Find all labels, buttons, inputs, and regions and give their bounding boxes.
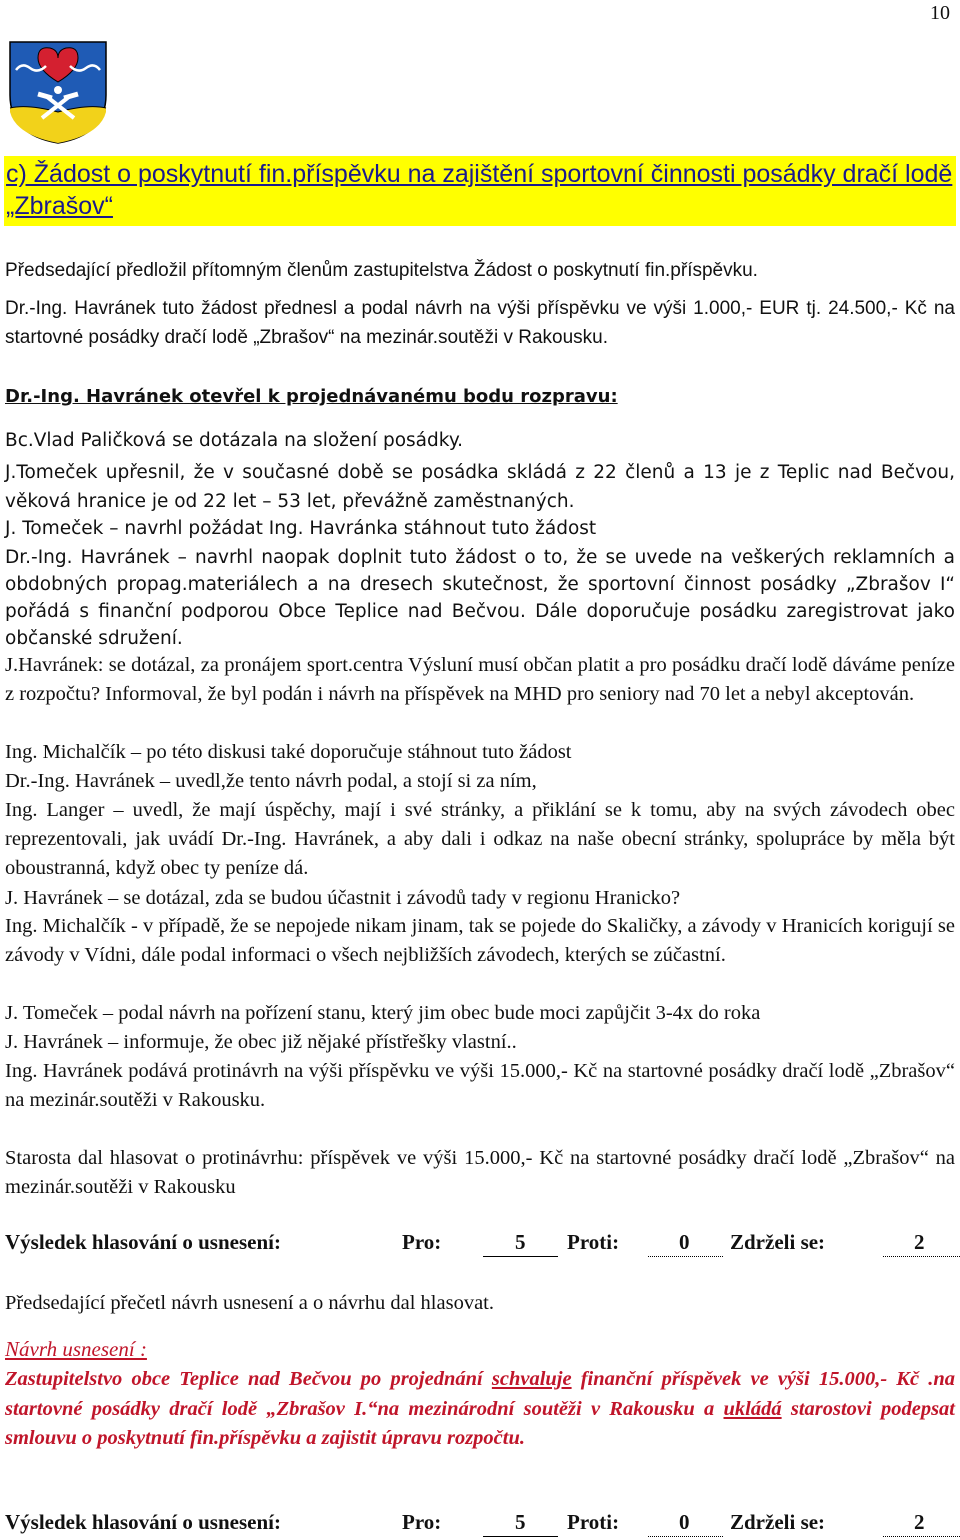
resolution-part-2: finanční příspěvek ve výši 15.000,- Kč .na startovné posádky dračí lodě „Zbrašov I.“na mezinárodní soutěži v Rakousku a <box>5 1368 955 1420</box>
resolution-part-1: Zastupitelstvo obce Teplice nad Bečvou po projednání <box>5 1368 492 1390</box>
resolution-heading: Návrh usnesení : <box>5 1337 147 1361</box>
vote-pro-label: Pro: <box>402 1510 442 1534</box>
vote-label: Výsledek hlasování o usnesení: <box>5 1230 281 1254</box>
vote-pro-value: 5 <box>515 1510 526 1534</box>
paragraph-discussion-heading: Dr.-Ing. Havránek otevřel k projednávanému bodu rozpravu: <box>5 386 618 407</box>
vote-result-1 <box>5 1230 960 1260</box>
vote-zdrzeli-value: 2 <box>914 1510 925 1534</box>
paragraph-intro: Předsedající předložil přítomným členům zastupitelstva Žádost o poskytnutí fin.příspěvku. <box>5 260 758 281</box>
vote-proti-value: 0 <box>679 1510 690 1534</box>
vote-proti-label: Proti: <box>567 1510 620 1534</box>
resolution-part-3: starostovi podepsat smlouvu o poskytnutí fin.příspěvku a zajistit úpravu rozpočtu. <box>5 1397 955 1449</box>
paragraph-proposal: Dr.-Ing. Havránek tuto žádost přednesl a podal návrh na výši příspěvku ve výši 1.000,- EUR tj. 24.500,- Kč na startovné posádky dračí lodě „Zbrašov“ na mezinár.soutěži v Rakousku. <box>5 298 955 348</box>
vote-pro-value: 5 <box>515 1230 526 1254</box>
paragraph-michalcik-1: Ing. Michalčík – po této diskusi také doporučuje stáhnout tuto žádost <box>5 741 572 763</box>
paragraph-michalcik-2: Ing. Michalčík - v případě, že se nepojede nikam jinam, tak se pojede do Skaličky, a závody v Hranicích korigují se závody v Vídni, dále podal informaci o všech nejbližších závodech, kterých se zúčastní. <box>5 915 955 966</box>
paragraph-shelters: J. Havránek – informuje, že obec již nějaké přístřešky vlastní.. <box>5 1031 517 1053</box>
vote-zdrzeli-label: Zdrželi se: <box>730 1510 826 1534</box>
paragraph-mayor-vote: Starosta dal hlasovat o protinávrhu: příspěvek ve výši 15.000,- Kč na startovné posádky dračí lodě „Zbrašov“ na mezinár.soutěži v Rakousku <box>5 1147 955 1198</box>
vote-zdrzeli-value: 2 <box>914 1230 925 1254</box>
paragraph-counterproposal: Ing. Havránek podává protinávrh na výši příspěvku ve výši 15.000,- Kč na startovné posádky dračí lodě „Zbrašov“ na mezinár.soutěži v Rakousku. <box>5 1060 955 1111</box>
paragraph-havranek-stand: Dr.-Ing. Havránek – uvedl,že tento návrh podal, a stojí si za ním, <box>5 770 537 792</box>
vote-pro-label: Pro: <box>402 1230 442 1254</box>
paragraph-supplement-proposal: Dr.-Ing. Havránek – navrhl naopak doplnit tuto žádost o to, že se uvede na veškerých reklamních a obdobných propag.materiálech a na dresech skutečnost, že sportovní činnost posádky „Zbrašov I“ pořádá s finanční podporou Obce Teplice nad Bečvou. Dále doporučuje posádku zaregistrovat jako občanské sdružení. <box>5 547 955 649</box>
paragraph-question: Bc.Vlad Paličková se dotázala na složení posádky. <box>5 430 464 451</box>
paragraph-langer: Ing. Langer – uvedl, že mají úspěchy, mají i své stránky, a přiklání se k tomu, aby na svých závodech obec reprezentovali, jak uvádí Dr.-Ing. Havránek, a aby dali i odkaz na naše obecní stránky, spolupráce by měla být oboustranná, když obec ty peníze dá. <box>5 799 955 879</box>
vote-result-2 <box>5 1510 960 1540</box>
paragraph-rental-question: J.Havránek: se dotázal, za pronájem sport.centra Výsluní musí občan platit a pro posádku dračí lodě dáváme peníze z rozpočtu? Informoval, že byl podán i návrh na příspěvek na MHD pro seniory nad 70 let a nebyl akceptován. <box>5 654 955 705</box>
municipal-crest-logo <box>8 40 108 145</box>
resolution-uklada: ukládá <box>723 1397 782 1420</box>
resolution-text <box>5 1365 955 1454</box>
paragraph-region-question: J. Havránek – se dotázal, zda se budou účastnit i závodů tady v regionu Hranicko? <box>5 887 681 909</box>
paragraph-tent-proposal: J. Tomeček – podal návrh na pořízení stanu, který jim obec bude moci zapůjčit 3-4x do roka <box>5 1002 761 1024</box>
resolution-schvaluje: schvaluje <box>491 1368 572 1390</box>
vote-proti-label: Proti: <box>567 1230 620 1254</box>
vote-proti-value: 0 <box>679 1230 690 1254</box>
paragraph-read-resolution: Předsedající přečetl návrh usnesení a o návrhu dal hlasovat. <box>5 1292 494 1314</box>
section-title: c) Žádost o poskytnutí fin.příspěvku na zajištění sportovní činnosti posádky dračí lodě „Zbrašov“ <box>4 156 956 226</box>
page-number: 10 <box>930 2 950 24</box>
paragraph-crew: J.Tomeček upřesnil, že v současné době se posádka skládá z 22 členů a 13 je z Teplic nad Bečvou, věková hranice je od 22 let – 53 let, převážně zaměstnaných. <box>5 462 955 512</box>
vote-label: Výsledek hlasování o usnesení: <box>5 1510 281 1534</box>
vote-zdrzeli-label: Zdrželi se: <box>730 1230 826 1254</box>
paragraph-withdraw-proposal: J. Tomeček – navrhl požádat Ing. Havránka stáhnout tuto žádost <box>5 518 597 539</box>
